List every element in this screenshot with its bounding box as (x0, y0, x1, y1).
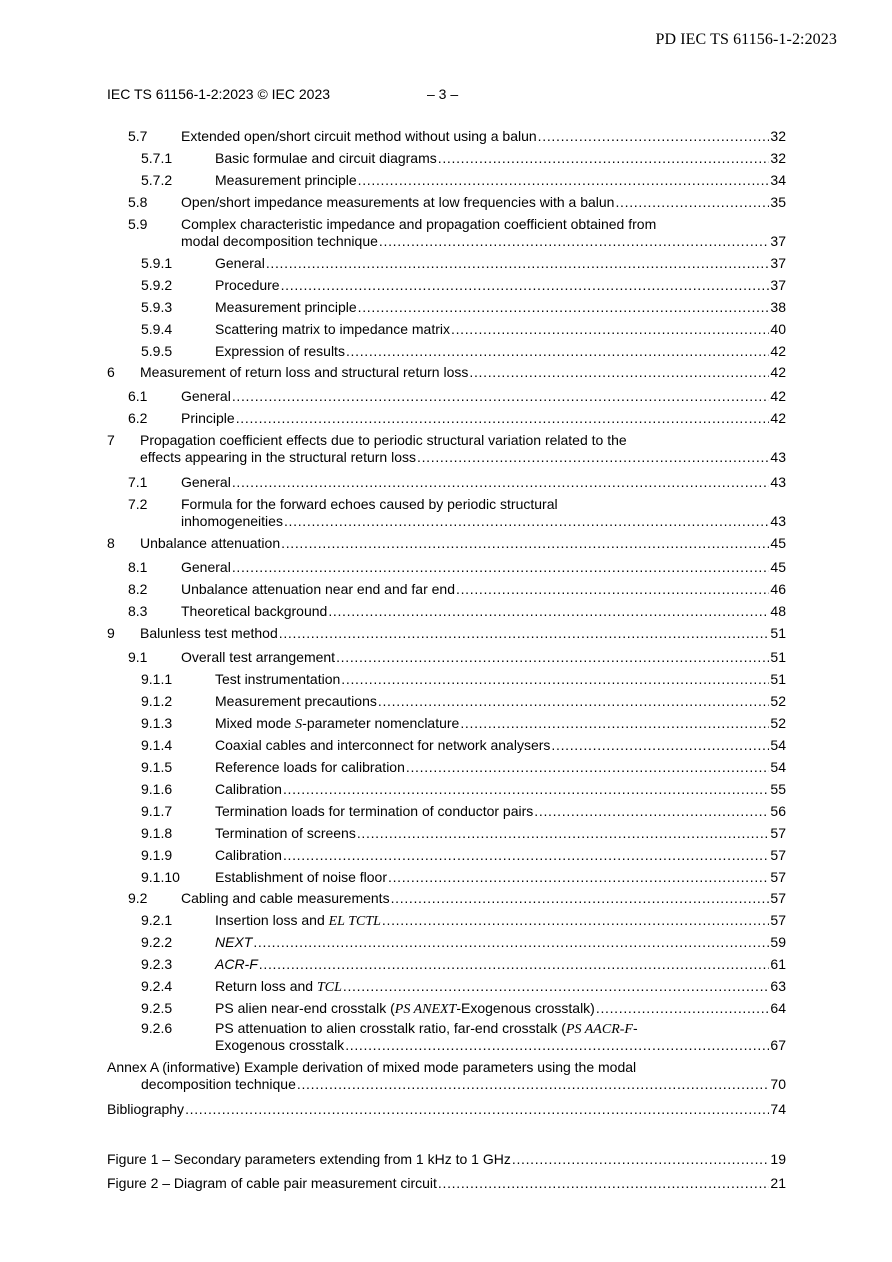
toc-entry-title: Scattering matrix to impedance matrix (215, 321, 450, 337)
dot-leader (358, 172, 770, 189)
toc-entry-number: 9 (107, 625, 115, 641)
toc-entry-title: Reference loads for calibration (215, 759, 405, 775)
dot-leader (460, 715, 769, 732)
dot-leader (346, 343, 769, 360)
toc-entry-page: 64 (770, 1000, 786, 1016)
dot-leader (417, 449, 769, 466)
toc-entry-title: Open/short impedance measurements at low frequencies with a balun (181, 194, 615, 210)
toc-entry-page: 74 (770, 1101, 786, 1117)
dot-leader (388, 869, 769, 886)
toc-entry-number: 6 (107, 364, 115, 380)
toc-entry-page: 45 (770, 535, 786, 551)
toc-entry-number: 9.1.5 (141, 759, 173, 775)
toc-entry-title: Mixed mode S-parameter nomenclature (215, 715, 460, 732)
dot-leader (438, 150, 770, 167)
toc-entry-page: 48 (770, 603, 786, 619)
toc-entry-title: Extended open/short circuit method without using a balun (181, 128, 537, 144)
toc-entry-title: Formula for the forward echoes caused by periodic structural (181, 496, 558, 512)
toc-entry-title: Bibliography (107, 1101, 185, 1117)
toc-entry-page: 42 (770, 388, 786, 404)
toc-entry-number: 5.9 (128, 216, 148, 232)
dot-leader (279, 625, 770, 642)
toc-entry-title: Exogenous crosstalk (215, 1037, 345, 1053)
toc-entry-title: Balunless test method (140, 625, 278, 641)
toc-entry-number: 9.2.4 (141, 978, 173, 994)
toc-entry-page: 40 (770, 321, 786, 337)
toc-entry-number: 5.9.5 (141, 343, 173, 359)
running-header (107, 86, 459, 102)
dot-leader (232, 474, 770, 491)
dot-leader (341, 671, 769, 688)
toc-entry-number: 9.2 (128, 890, 148, 906)
toc-entry-page: 45 (770, 559, 786, 575)
toc-entry-title: Figure 1 – Secondary parameters extending from 1 kHz to 1 GHz (107, 1151, 511, 1167)
toc-entry-number: 6.1 (128, 388, 148, 404)
toc-entry-page: 57 (770, 847, 786, 863)
toc-entry-number: 5.8 (128, 194, 148, 210)
toc-entry-number: 5.9.3 (141, 299, 173, 315)
toc-entry-title: General (181, 559, 231, 575)
toc-entry-title: General (181, 388, 231, 404)
toc-entry-number: 5.9.4 (141, 321, 173, 337)
toc-entry-page: 35 (770, 194, 786, 210)
toc-entry-page: 38 (770, 299, 786, 315)
toc-entry-title: Establishment of noise floor (215, 869, 387, 885)
toc-entry-title: modal decomposition technique (181, 233, 378, 249)
toc-entry-number: 9.1 (128, 649, 148, 665)
dot-leader (451, 321, 769, 338)
dot-leader (336, 649, 769, 666)
dot-leader (259, 956, 770, 973)
toc-entry-title: Unbalance attenuation (140, 535, 281, 551)
toc-entry-page: 57 (770, 890, 786, 906)
dot-leader (357, 825, 770, 842)
toc-entry-title: General (215, 255, 265, 271)
toc-entry-title: Calibration (215, 781, 282, 797)
toc-entry-title: Annex A (informative) Example derivation of mixed mode parameters using the modal (107, 1059, 637, 1075)
toc-entry-number: 9.2.6 (141, 1020, 173, 1036)
dot-leader (266, 255, 770, 272)
toc-entry-page: 32 (770, 128, 786, 144)
toc-entry-page: 43 (770, 474, 786, 490)
toc-entry-page: 67 (770, 1037, 786, 1053)
dot-leader (328, 603, 769, 620)
toc-entry-title: Coaxial cables and interconnect for network analysers (215, 737, 551, 753)
toc-entry-page: 34 (770, 172, 786, 188)
toc-entry-title: NEXT (215, 934, 253, 950)
toc-entry-page: 56 (770, 803, 786, 819)
toc-entry-number: 5.9.1 (141, 255, 173, 271)
toc-entry-page: 57 (770, 912, 786, 928)
dot-leader (358, 299, 770, 316)
toc-entry-number: 9.1.1 (141, 671, 173, 687)
toc-entry-title: Principle (181, 410, 235, 426)
toc-entry-page: 46 (770, 581, 786, 597)
dot-leader (551, 737, 769, 754)
toc-entry-number: 9.1.3 (141, 715, 173, 731)
toc-entry-page: 43 (770, 513, 786, 529)
toc-entry-title: Test instrumentation (215, 671, 341, 687)
toc-entry-number: 9.1.9 (141, 847, 173, 863)
toc-entry-title: Measurement principle (215, 172, 357, 188)
toc-entry-title: Procedure (215, 277, 280, 293)
toc-entry-page: 37 (770, 233, 786, 249)
toc-entry-number: 7 (107, 432, 115, 448)
toc-entry-number: 8.1 (128, 559, 148, 575)
toc-entry-number: 9.1.4 (141, 737, 173, 753)
dot-leader (378, 693, 770, 710)
dot-leader (283, 781, 769, 798)
toc-entry-number: 7.2 (128, 496, 148, 512)
dot-leader (343, 978, 770, 995)
dot-leader (438, 1175, 770, 1192)
dot-leader (615, 194, 769, 211)
toc-entry-page: 51 (770, 625, 786, 641)
toc-entry-page: 51 (770, 671, 786, 687)
toc-entry-page: 57 (770, 825, 786, 841)
toc-entry-title: Theoretical background (181, 603, 328, 619)
toc-entry-title: General (181, 474, 231, 490)
toc-entry-title: PS alien near-end crosstalk (PS ANEXT-Exogenous crosstalk) (215, 1000, 595, 1017)
dot-leader (512, 1151, 770, 1168)
dot-leader (538, 128, 770, 145)
dot-leader (534, 803, 769, 820)
toc-entry-page: 51 (770, 649, 786, 665)
dot-leader (297, 1076, 770, 1093)
dot-leader (253, 934, 769, 951)
toc-entry-number: 9.1.8 (141, 825, 173, 841)
toc-entry-number: 7.1 (128, 474, 148, 490)
toc-entry-page: 21 (770, 1175, 786, 1191)
document-identifier: PD IEC TS 61156-1-2:2023 (655, 31, 837, 48)
toc-entry-number: 9.2.1 (141, 912, 173, 928)
toc-entry-title: Insertion loss and EL TCTL (215, 912, 381, 929)
toc-entry-number: 5.7.2 (141, 172, 173, 188)
toc-entry-page: 42 (770, 364, 786, 380)
toc-entry-title: Unbalance attenuation near end and far end (181, 581, 455, 597)
toc-entry-title: Return loss and TCL (215, 978, 342, 995)
toc-entry-page: 54 (770, 759, 786, 775)
page-number: – 3 – (427, 86, 459, 102)
toc-entry-page: 57 (770, 869, 786, 885)
toc-entry-number: 9.2.2 (141, 934, 173, 950)
toc-entry-number: 6.2 (128, 410, 148, 426)
toc-entry-page: 70 (770, 1076, 786, 1092)
dot-leader (284, 513, 769, 530)
dot-leader (345, 1037, 769, 1054)
toc-entry-page: 59 (770, 934, 786, 950)
toc-entry-title: Expression of results (215, 343, 345, 359)
dot-leader (382, 912, 770, 929)
toc-entry-number: 8.3 (128, 603, 148, 619)
toc-entry-number: 9.1.7 (141, 803, 173, 819)
toc-entry-number: 9.1.2 (141, 693, 173, 709)
toc-entry-page: 52 (770, 715, 786, 731)
toc-entry-number: 5.7 (128, 128, 148, 144)
toc-entry-number: 5.7.1 (141, 150, 173, 166)
toc-entry-number: 8 (107, 535, 115, 551)
toc-entry-page: 37 (770, 255, 786, 271)
toc-entry-page: 32 (770, 150, 786, 166)
toc-entry-title: Termination of screens (215, 825, 356, 841)
toc-entry-title: PS attenuation to alien crosstalk ratio, far-end crosstalk (PS AACR-F- (215, 1020, 638, 1037)
toc-entry-title: Termination loads for termination of conductor pairs (215, 803, 534, 819)
header-copyright: IEC TS 61156-1-2:2023 © IEC 2023 (107, 86, 331, 102)
dot-leader (596, 1000, 770, 1017)
dot-leader (469, 364, 769, 381)
dot-leader (379, 233, 770, 250)
toc-entry-number: 9.2.5 (141, 1000, 173, 1016)
toc-entry-title: decomposition technique (141, 1076, 296, 1092)
toc-entry-title: Measurement of return loss and structural return loss (140, 364, 469, 380)
toc-entry-number: 9.1.6 (141, 781, 173, 797)
dot-leader (236, 410, 770, 427)
toc-entry-page: 43 (770, 449, 786, 465)
toc-entry-title: Measurement principle (215, 299, 357, 315)
toc-entry-title: Propagation coefficient effects due to periodic structural variation related to the (140, 432, 627, 448)
dot-leader (232, 559, 770, 576)
toc-entry-page: 37 (770, 277, 786, 293)
toc-entry-title: Basic formulae and circuit diagrams (215, 150, 437, 166)
toc-entry-page: 55 (770, 781, 786, 797)
dot-leader (456, 581, 769, 598)
dot-leader (391, 890, 770, 907)
dot-leader (185, 1101, 769, 1118)
toc-entry-number: 9.2.3 (141, 956, 173, 972)
toc-entry-page: 52 (770, 693, 786, 709)
toc-entry-number: 9.1.10 (141, 869, 180, 885)
toc-entry-title: Measurement precautions (215, 693, 377, 709)
toc-entry-page: 42 (770, 343, 786, 359)
toc-entry-page: 54 (770, 737, 786, 753)
toc-entry-title: Overall test arrangement (181, 649, 336, 665)
dot-leader (232, 388, 770, 405)
dot-leader (283, 847, 769, 864)
toc-entry-number: 5.9.2 (141, 277, 173, 293)
toc-entry-title: Complex characteristic impedance and propagation coefficient obtained from (181, 216, 657, 232)
toc-entry-page: 19 (770, 1151, 786, 1167)
dot-leader (281, 535, 769, 552)
toc-entry-page: 61 (770, 956, 786, 972)
toc-entry-title: Figure 2 – Diagram of cable pair measurement circuit (107, 1175, 437, 1191)
toc-entry-title: effects appearing in the structural return loss (140, 449, 417, 465)
toc-entry-title: Calibration (215, 847, 282, 863)
toc-entry-title: ACR-F (215, 956, 258, 972)
dot-leader (406, 759, 770, 776)
toc-entry-title: Cabling and cable measurements (181, 890, 390, 906)
toc-entry-number: 8.2 (128, 581, 148, 597)
toc-entry-title: inhomogeneities (181, 513, 283, 529)
dot-leader (281, 277, 770, 294)
toc-entry-page: 42 (770, 410, 786, 426)
toc-entry-page: 63 (770, 978, 786, 994)
